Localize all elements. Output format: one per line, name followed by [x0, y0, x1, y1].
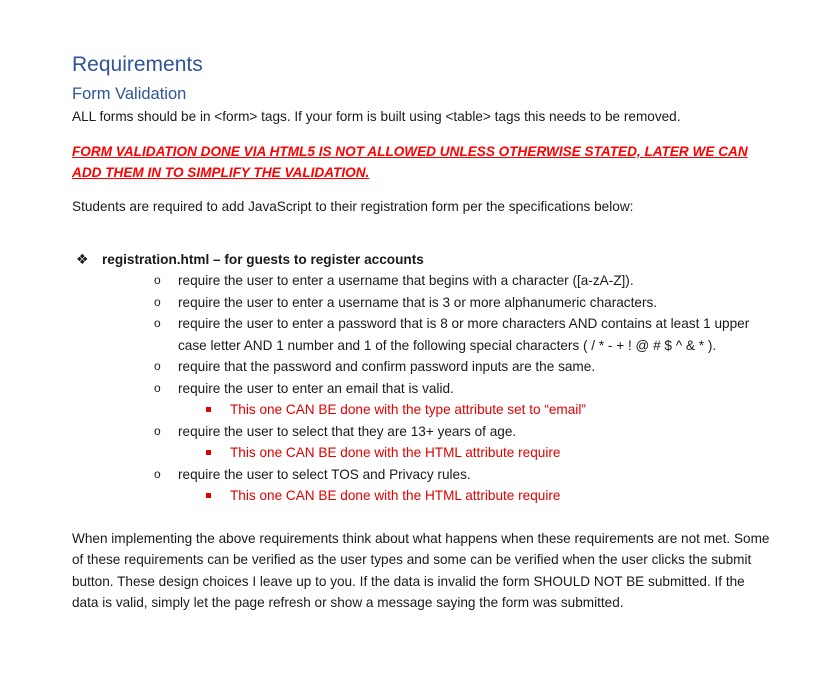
html5-warning: FORM VALIDATION DONE VIA HTML5 IS NOT ALLOWED UNLESS OTHERWISE STATED, LATER WE CAN ADD THEM IN TO SIMPLIFY THE VALIDATION.: [72, 144, 748, 180]
hollow-circle-bullet-icon: o: [154, 380, 161, 395]
students-paragraph: Students are required to add JavaScript to their registration form per the specifications below:: [72, 199, 634, 214]
page-title: Requirements: [72, 53, 203, 76]
square-bullet-icon: [206, 493, 211, 498]
hollow-circle-bullet-icon: o: [154, 359, 161, 373]
registration-bullet-text: registration.html – for guests to register accounts: [102, 252, 424, 267]
closing-paragraph: When implementing the above requirements think about what happens when these requirements are not met. Some of these requirements can be verified as the user types and some can be verified when the user clicks the submit button. These design choices I leave up to you. If the data is invalid the form SHOULD NOT BE submitted. If the data is valid, simply let the page refresh or show a message saying the form was submitted.: [72, 530, 770, 610]
requirement-note: [230, 442, 772, 464]
requirement-text: require the user to select that they are 13+ years of age.: [178, 423, 517, 439]
requirement-item: [154, 421, 772, 443]
hollow-circle-bullet-icon: o: [154, 423, 161, 438]
requirement-text: require the user to enter a username that is 3 or more alphanumeric characters.: [178, 294, 658, 310]
requirement-note: [230, 485, 772, 507]
document-page: [72, 50, 772, 614]
requirement-item: [154, 270, 772, 292]
requirement-item: [154, 378, 772, 400]
hollow-circle-bullet-icon: o: [154, 294, 161, 309]
intro-paragraph: ALL forms should be in <form> tags. If your form is built using <table> tags this needs to be removed.: [72, 109, 681, 124]
hollow-circle-bullet-icon: o: [154, 316, 161, 330]
requirement-item: [154, 313, 772, 356]
requirement-note-text: This one CAN BE done with the HTML attribute require: [230, 445, 561, 460]
requirement-text: require the user to enter an email that is valid.: [178, 380, 454, 396]
requirement-text: require that the password and confirm password inputs are the same.: [178, 359, 596, 374]
square-bullet-icon: [206, 450, 211, 455]
requirement-item: [154, 464, 772, 486]
registration-bullet: [76, 249, 772, 270]
requirement-note-text: This one CAN BE done with the type attribute set to “email”: [230, 402, 586, 417]
requirement-note: [230, 399, 772, 421]
requirement-text: require the user to enter a username that begins with a character ([a-zA-Z]).: [178, 273, 634, 288]
requirement-note-text: This one CAN BE done with the HTML attribute require: [230, 488, 561, 503]
square-bullet-icon: [206, 407, 211, 412]
requirement-text: require the user to enter a password that is 8 or more characters AND contains at least 1 upper case letter AND 1 number and 1 of the following special characters ( / * - + ! @ # $ ^ & * ).: [178, 316, 750, 353]
section-subtitle: Form Validation: [72, 85, 187, 103]
requirement-item: [154, 292, 772, 314]
requirement-text: require the user to select TOS and Privacy rules.: [178, 466, 471, 482]
requirement-item: [154, 356, 772, 378]
hollow-circle-bullet-icon: o: [154, 466, 161, 481]
hollow-circle-bullet-icon: o: [154, 273, 161, 287]
diamond-bullet-icon: ❖: [76, 251, 89, 267]
